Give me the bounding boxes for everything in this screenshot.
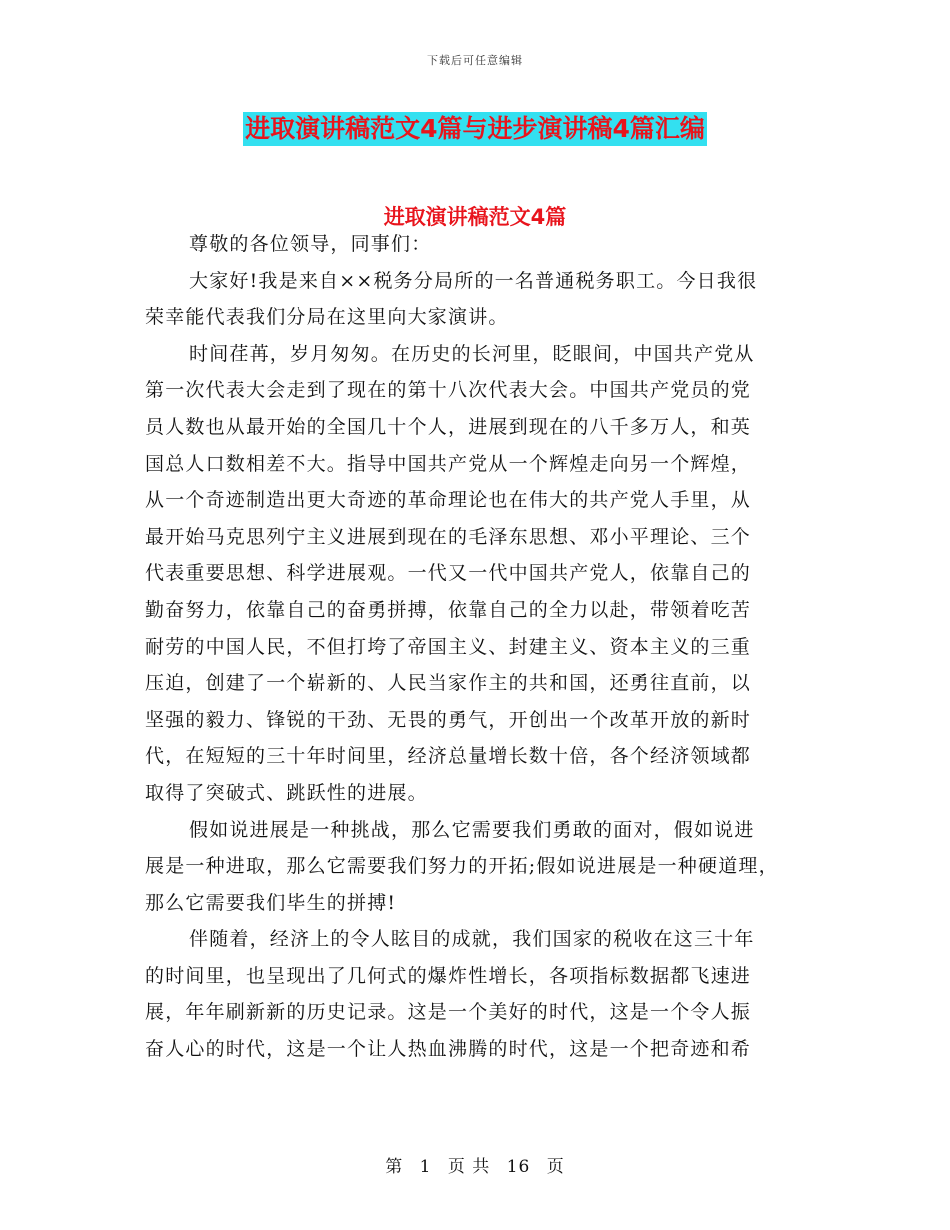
text-line: 代，在短短的三十年时间里，经济总量增长数十倍，各个经济领域都 — [145, 745, 752, 768]
text-line: 第一次代表大会走到了现在的第十八次代表大会。中国共产党员的党 — [145, 379, 752, 402]
text-line: 勤奋努力，依靠自己的奋勇拼搏，依靠自己的全力以赴，带领着吃苦 — [145, 598, 752, 621]
text-line: 的时间里，也呈现出了几何式的爆炸性增长，各项指标数据都飞速进 — [145, 964, 752, 987]
text-line: 奋人心的时代，这是一个让人热血沸腾的时代，这是一个把奇迹和希 — [145, 1038, 752, 1061]
text-line: 伴随着，经济上的令人眩目的成就，我们国家的税收在这三十年 — [189, 928, 755, 951]
text-line: 假如说进展是一种挑战，那么它需要我们勇敢的面对，假如说进 — [189, 818, 755, 841]
text-line: 最开始马克思列宁主义进展到现在的毛泽东思想、邓小平理论、三个 — [145, 525, 752, 548]
text-line: 坚强的毅力、锋锐的干劲、无畏的勇气，开创出一个改革开放的新时 — [145, 708, 752, 731]
text-line: 从一个奇迹制造出更大奇迹的革命理论也在伟大的共产党人手里，从 — [145, 489, 752, 512]
footer-prefix: 第 — [385, 1157, 404, 1177]
text-line: 压迫，创建了一个崭新的、人民当家作主的共和国，还勇往直前，以 — [145, 672, 752, 695]
text-line: 员人数也从最开始的全国几十个人，进展到现在的八千多万人，和英 — [145, 415, 752, 438]
footer-suffix: 页 — [546, 1157, 565, 1177]
header-note: 下载后可任意编辑 — [427, 54, 523, 67]
page-footer — [0, 1152, 950, 1177]
text-line: 时间荏苒，岁月匆匆。在历史的长河里，眨眼间，中国共产党从 — [189, 342, 755, 365]
text-line: 取得了突破式、跳跃性的进展。 — [145, 781, 428, 804]
text-line: 国总人口数相差不大。指导中国共产党从一个辉煌走向另一个辉煌， — [145, 452, 752, 475]
footer-total-pages: 16 — [506, 1157, 531, 1177]
text-line: 那么它需要我们毕生的拼搏! — [145, 891, 397, 914]
text-line: 耐劳的中国人民，不但打垮了帝国主义、封建主义、资本主义的三重 — [145, 635, 752, 658]
text-line: 大家好!我是来自××税务分局所的一名普通税务职工。今日我很 — [189, 269, 758, 292]
text-line: 代表重要思想、科学进展观。一代又一代中国共产党人，依靠自己的 — [145, 562, 752, 585]
text-line: 荣幸能代表我们分局在这里向大家演讲。 — [145, 306, 509, 329]
section-title: 进取演讲稿范文4篇 — [383, 205, 567, 229]
text-line: 展，年年刷新新的历史记录。这是一个美好的时代，这是一个令人振 — [145, 1001, 752, 1024]
footer-page-number: 1 — [419, 1157, 432, 1177]
body-text — [145, 226, 813, 1068]
text-line: 尊敬的各位领导，同事们： — [189, 233, 432, 255]
footer-middle: 页 共 — [447, 1157, 491, 1177]
main-title — [0, 112, 950, 146]
main-title-text: 进取演讲稿范文4篇与进步演讲稿4篇汇编 — [243, 112, 707, 146]
text-line: 展是一种进取，那么它需要我们努力的开拓;假如说进展是一种硬道理， — [145, 855, 779, 878]
